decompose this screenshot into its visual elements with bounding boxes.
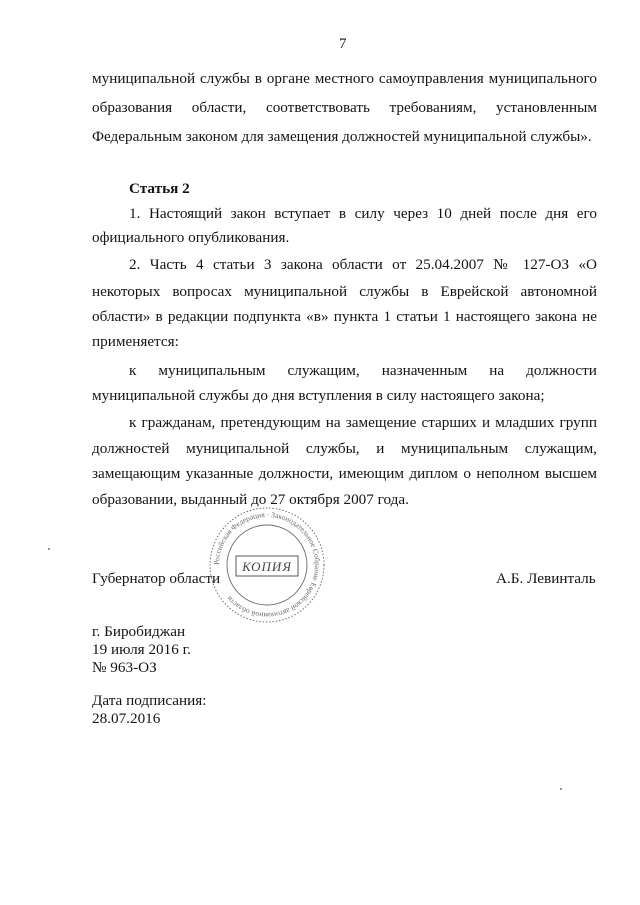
intro-line-3: Федеральным законом для замещения должностей муниципальной службы». bbox=[92, 128, 592, 145]
para-a-word: к bbox=[129, 362, 137, 379]
para-a-line-1 bbox=[129, 362, 597, 380]
para-b-line-3: замещающим указанные должности, имеющим диплом о неполном высшем bbox=[92, 465, 597, 482]
intro-line-2: образования области, соответствовать требованиям, установленным bbox=[92, 99, 597, 116]
scan-speck bbox=[560, 788, 562, 790]
law-date: 19 июля 2016 г. bbox=[92, 641, 191, 658]
para-b-word: муниципальной bbox=[186, 440, 290, 457]
para-a-word: муниципальным bbox=[158, 362, 266, 379]
para-b-word: и bbox=[376, 440, 385, 457]
place-block bbox=[92, 623, 191, 677]
signing-date: 28.07.2016 bbox=[92, 710, 161, 727]
article-heading: Статья 2 bbox=[129, 180, 190, 197]
intro-line-1: муниципальной службы в органе местного самоуправления муниципального bbox=[92, 70, 597, 87]
para-b-line-1: к гражданам, претендующим на замещение старших и младших групп bbox=[129, 414, 597, 431]
copy-seal-stamp bbox=[206, 504, 328, 626]
item1-line-1: 1. Настоящий закон вступает в силу через 10 дней после дня его bbox=[129, 205, 597, 222]
city: г. Биробиджан bbox=[92, 623, 186, 640]
law-number: № 963-ОЗ bbox=[92, 659, 157, 676]
signing-label: Дата подписания: bbox=[92, 692, 207, 709]
item2-line-1: 2. Часть 4 статьи 3 закона области от 25.04.2007 № 127-ОЗ «О bbox=[129, 256, 597, 273]
para-a-word: должности bbox=[526, 362, 597, 379]
para-b-line-2 bbox=[92, 440, 597, 458]
item2-line-2: некоторых вопросах муниципальной службы в Еврейской автономной bbox=[92, 283, 597, 300]
signing-block bbox=[92, 692, 206, 728]
signer-name: А.Б. Левинталь bbox=[496, 570, 596, 587]
para-a-line-2: муниципальной службы до дня вступления в силу настоящего закона; bbox=[92, 387, 545, 404]
signer-title: Губернатор области bbox=[92, 570, 221, 587]
item2-line-3: области» в редакции подпункта «в» пункта 1 статьи 1 настоящего закона не bbox=[92, 308, 597, 325]
scan-speck bbox=[48, 548, 50, 550]
para-a-word: служащим, bbox=[287, 362, 360, 379]
para-b-word: должностей bbox=[92, 440, 170, 457]
para-b-word: муниципальным bbox=[401, 440, 509, 457]
para-b-word: служащим, bbox=[524, 440, 597, 457]
item1-line-2: официального опубликования. bbox=[92, 229, 290, 246]
para-b-word: службы, bbox=[305, 440, 360, 457]
para-a-word: назначенным bbox=[381, 362, 468, 379]
para-b-line-4: образовании, выданный до 27 октября 2007 года. bbox=[92, 491, 409, 508]
seal-center-text: КОПИЯ bbox=[242, 559, 292, 574]
page-number: 7 bbox=[339, 36, 347, 52]
seal-ring-text: Российская Федерация · Законодательное Собрание Еврейской автономной области bbox=[211, 509, 323, 621]
item2-line-4: применяется: bbox=[92, 333, 179, 350]
para-a-word: на bbox=[489, 362, 505, 379]
